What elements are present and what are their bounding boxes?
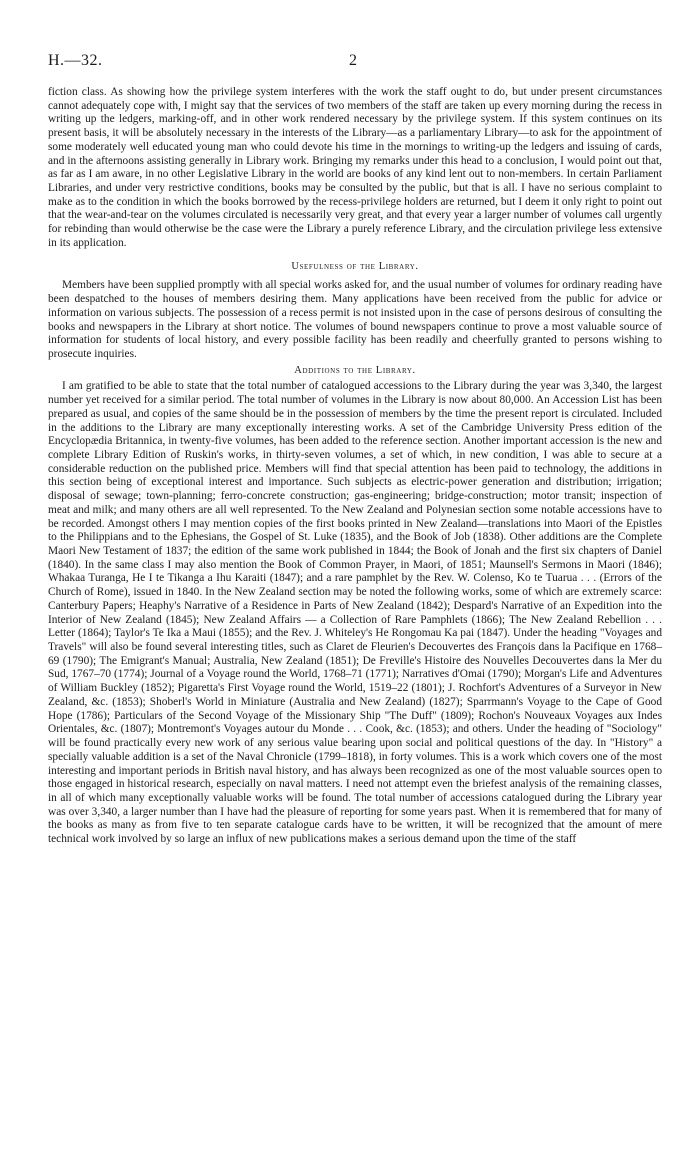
- additions-paragraph: I am gratified to be able to state that the total number of catalogued accessions to the Library during the year was 3,340, the largest number yet received for a similar period. The total number of volumes in the Library is now about 80,000. An Accession List has been prepared as usual, and copies of the same should be in the possession of members by the time the present report is circulated. Included in the additions to the Library are many exceptionally interesting works. A set of the Cambridge University Press edition of the Encyclopædia Britannica, in twenty-five volumes, has been added to the reference section. Another important accession is the new and complete Library Edition of Ruskin's works, in thirty-seven volumes, a set of which, in new condition, I was able to secure at a considerable reduction on the published price. Members will find that special attention has been paid to technology, the additions in this section being of exceptional interest and importance. Such subjects as electric-power generation and distribution; irrigation; disposal of sewage; town-planning; ferro-concrete construction; gas-engineering; bridge-construction; motor transit; inspection of meat and milk; and many others are all well represented. To the New Zealand and Polynesian section some notable accessions have to be recorded. Amongst others I may mention copies of the first books printed in New Zealand—translations into Maori of the Epistles to the Philippians and to the Ephesians, the Gospel of St. Luke (1835), and the Book of Job (1838). Other additions are the Complete Maori New Testament of 1837; the edition of the same work published in 1844; the Book of Jonah and the first six chapters of Daniel (1840). In the same class I may also mention the Book of Common Prayer, in Maori, of 1851; Maunsell's Sermons in Maori (1846); Whakaa Turanga, He I te Tikanga a Ihu Karaiti (1847); and a rare pamphlet by the Rev. W. Colenso, Ko te Tuarua . . . (Errors of the Church of Rome), issued in 1840. In the New Zealand section may be noted the following works, some of which are extremely scarce: Canterbury Papers; Heaphy's Narrative of a Residence in Parts of New Zealand (1842); Despard's Narrative of an Expedition into the Interior of New Zealand (1845); New Zealand Affairs — a Collection of Rare Pamphlets (1866); The New Zealand Rebellion . . . Letter (1864); Taylor's Te Ika a Maui (1855); and the Rev. J. Whiteley's He Rongomau Ka pai (1847). Under the heading "Voyages and Travels" will also be found several interesting titles, such as Claret de Fleurien's Decouvertes des François dans la Pacifique en 1768–69 (1790); The Emigrant's Manual; Australia, New Zealand (1851); De Freville's Histoire des Nouvelles Decouvertes dans la Mer du Sud, 1767–70 (1774); Journal of a Voyage round the World, 1768–71 (1771); Narratives d'Omai (1790); Morgan's Life and Adventures of William Buckley (1852); Pigaretta's First Voyage round the World, 1519–22 (1801); J. Rochfort's Adventures of a Surveyor in New Zealand, &c. (1853); Shoberl's World in Miniature (Australia and New Zealand) (1827); Sparrmann's Voyage to the Cape of Good Hope (1786); Particulars of the Second Voyage of the Missionary Ship "The Duff" (1809); Rochon's Nouveaux Voyages aux Indes Orientales, &c. (1807); Montremont's Voyages autour du Monde . . . Cook, &c. (1853); and others. Under the heading of "Sociology" will be found practically every new work of any serious value bearing upon social and political questions of the day. In "History" a specially valuable addition is a set of the Naval Chronicle (1799–1818), in forty volumes. This is a work which covers one of the most interesting and important periods in British naval history, and has always been recognized as one of the most valuable sources open to those engaged in historical research, especially on naval matters. I need not attempt even the briefest analysis of the remaining classes, in all of which many exceptionally valuable works will be found. The total number of accessions catalogued during the Library year was over 3,340, a larger number than I have had the pleasure of reporting for some years past. When it is remembered that for many of the books as many as from five to ten separate catalogue cards have to be written, it will be recognized that the amount of mere technical work involved by so large an influx of new publications makes a serious demand upon the time of the staff: [48, 380, 662, 846]
- body-text: [48, 86, 662, 847]
- page-header: [48, 52, 658, 76]
- usefulness-paragraph: Members have been supplied promptly with all special works asked for, and the usual number of volumes for ordinary reading have been despatched to the houses of members desiring them. Many applications have been received from the public for advice or information on various subjects. The possession of a recess permit is not insisted upon in the case of persons desirous of consulting the books and newspapers in the Library at short notice. The volumes of bound newspapers continue to prove a most valuable source of information for students of local history, and every possible facility has been readily and cheerfully granted to persons wishing to prosecute inquiries.: [48, 279, 662, 360]
- document-id: H.—32.: [48, 52, 103, 69]
- section-heading-usefulness: Usefulness of the Library.: [291, 260, 419, 272]
- opening-paragraph: fiction class. As showing how the privilege system interferes with the work the staff ought to do, but under present circumstances cannot adequately cope with, I might say that the services of two members of the staff are taken up every morning during the recess in writing up the ledgers, marking-off, and in other work rendered necessary by the privilege system. If this system continues on its present basis, it will be absolutely necessary in the interests of the Library—as a parliamentary Library—to ask for the appointment of some moderately well educated young man who could devote his time in the mornings to writing-up the ledgers and issuing of cards, and in the afternoons assisting generally in Library work. Bringing my remarks under this head to a conclusion, I would point out that, as far as I am aware, in no other Legislative Library in the world are books of any kind lent out to non-members. In certain Parliament Libraries, and under very restrictive conditions, books may be consulted by the public, but that is all. I have no serious complaint to make as to the condition in which the books borrowed by the recess-privilege holders are returned, but I deem it only right to point out that the wear-and-tear on the volumes circulated is necessarily very great, and that every year a larger number of volumes call urgently for rebinding than would otherwise be the case were the Library a purely reference Library, and the circulation privilege less extensive in its application.: [48, 86, 662, 249]
- section-heading-additions: Additions to the Library.: [294, 364, 416, 376]
- page-number: 2: [349, 52, 357, 69]
